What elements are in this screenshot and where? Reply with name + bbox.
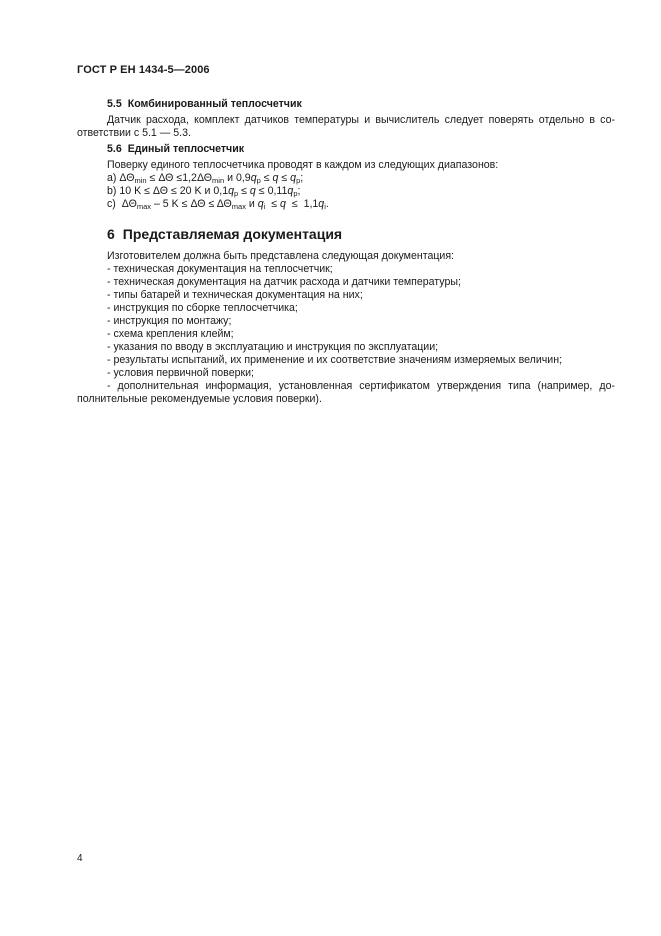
le-sign: ≤ (281, 172, 288, 184)
subscript: i (263, 202, 266, 211)
conjunction: и (248, 198, 255, 210)
coefficient: 1,1 (303, 198, 319, 210)
list-item: - типы батарей и техническая документация на них; (107, 289, 363, 301)
le-sign: ≤ (241, 185, 247, 197)
section-5-6 (77, 143, 615, 211)
subscript: min (134, 176, 147, 185)
punctuation: ; (300, 172, 304, 184)
list-item: - указания по вводу в эксплуатацию и инструкция по эксплуатации; (107, 341, 439, 353)
list-item: - результаты испытаний, их применение и их соответствие значениям измеряемых величин; (107, 354, 563, 366)
q-symbol: q (272, 172, 279, 184)
section-number: 6 (107, 226, 115, 242)
delta-theta: ΔΘ (152, 185, 169, 197)
list-item: - инструкция по сборке теплосчетчика; (107, 302, 298, 314)
subscript: max (231, 202, 246, 211)
section-6-intro: Изготовителем должна быть представлена следующая документация: (107, 250, 454, 262)
list-item: - инструкция по монтажу; (107, 315, 232, 327)
section-6 (77, 226, 615, 406)
section-number: 5.6 (107, 143, 122, 155)
temperature-high: 20 K (179, 185, 202, 197)
section-5-5-heading (107, 98, 615, 111)
q-symbol: q (287, 185, 294, 197)
subscript: min (212, 176, 225, 185)
section-5-6-heading (107, 143, 615, 156)
subscript: i (324, 202, 326, 211)
delta-theta: ΔΘ (119, 172, 135, 184)
page-number: 4 (77, 853, 83, 864)
conjunction: и (204, 185, 211, 197)
list-item: - условия первичной поверки; (107, 367, 254, 379)
subscript: p (234, 189, 239, 198)
section-title: Представляемая документация (122, 226, 343, 242)
list-item: - техническая документация на теплосчетчик; (107, 263, 333, 275)
le-sign: ≤ (263, 172, 270, 184)
temperature-low: 10 K (119, 185, 142, 197)
range-label: c) (107, 198, 116, 210)
subscript: max (136, 202, 151, 211)
le-sign: ≤ (149, 172, 156, 184)
coefficient: 0,9 (235, 172, 251, 184)
range-b (107, 185, 615, 198)
delta-theta: ΔΘ (216, 198, 232, 210)
section-5-5 (77, 98, 615, 140)
section-title: Комбинированный теплосчетчик (127, 98, 302, 110)
list-item: - дополнительная информация, установленная сертификатом утверждения типа (например, до-полнительные рекомендуемые условия поверки). (77, 380, 615, 405)
subscript: p (293, 189, 298, 198)
le-sign: ≤ (176, 172, 183, 184)
coefficient: 0,1 (213, 185, 229, 197)
q-symbol: q (280, 198, 286, 210)
section-5-5-text: Датчик расхода, комплект датчиков температуры и вычислитель следует поверять отдельно в со-ответствии с 5.1 — 5.3. (77, 114, 615, 139)
delta-theta: ΔΘ (158, 172, 174, 184)
le-sign: ≤ (144, 185, 150, 197)
delta-theta: ΔΘ (190, 198, 206, 210)
list-item: - схема крепления клейм; (107, 328, 234, 340)
q-symbol: q (257, 198, 264, 210)
le-sign: ≤ (208, 198, 215, 210)
q-symbol: q (318, 198, 325, 210)
coefficient: 0,11 (267, 185, 288, 197)
range-label: a) (107, 172, 117, 184)
section-title: Единый теплосчетчик (127, 143, 245, 155)
conjunction: и (227, 172, 234, 184)
section-5-6-intro: Поверку единого теплосчетчика проводят в каждом из следующих диапазонов: (107, 159, 499, 171)
range-label: b) (107, 185, 117, 197)
coefficient: 1,2 (182, 172, 197, 184)
le-sign: ≤ (271, 198, 278, 210)
q-symbol: q (249, 185, 256, 197)
section-6-heading (107, 226, 615, 242)
q-symbol: q (290, 172, 297, 184)
section-number: 5.5 (107, 98, 122, 110)
range-c (107, 198, 615, 211)
le-sign: ≤ (291, 198, 298, 210)
q-symbol: q (250, 172, 257, 184)
subscript: p (296, 176, 301, 185)
q-symbol: q (228, 185, 235, 197)
delta-theta: ΔΘ (196, 172, 213, 184)
delta-theta: ΔΘ (121, 198, 137, 210)
le-sign: ≤ (258, 185, 265, 197)
punctuation: . (325, 198, 329, 210)
punctuation: ; (297, 185, 301, 197)
minus-five-kelvin: – 5 K (153, 198, 179, 210)
range-a (107, 172, 615, 185)
list-item: - техническая документация на датчик расхода и датчики температуры; (107, 276, 461, 288)
subscript: p (256, 176, 261, 185)
le-sign: ≤ (170, 185, 177, 197)
le-sign: ≤ (181, 198, 188, 210)
document-code-header: ГОСТ Р ЕН 1434-5—2006 (77, 64, 210, 76)
